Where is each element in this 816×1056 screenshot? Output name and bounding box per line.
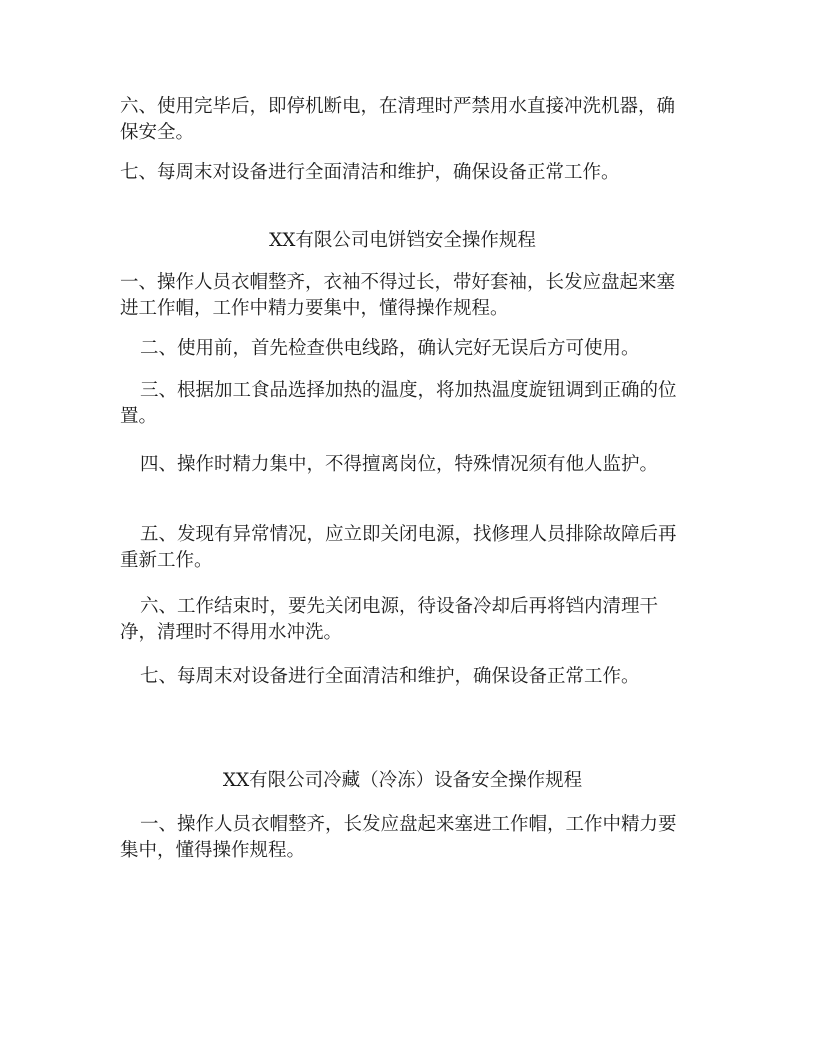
paragraph-s2-5: 五、发现有异常情况，应立即关闭电源，找修理人员排除故障后再重新工作。 <box>120 524 677 571</box>
paragraph-s1-6: 六、使用完毕后，即停机断电，在清理时严禁用水直接冲洗机器，确保安全。 <box>120 96 676 143</box>
paragraph-s2-7: 七、每周末对设备进行全面清洁和维护，确保设备正常工作。 <box>140 666 640 687</box>
paragraph-s3-1: 一、操作人员衣帽整齐，长发应盘起来塞进工作帽，工作中精力要集中，懂得操作规程。 <box>120 814 677 861</box>
section-title-griddle: XX有限公司电饼铛安全操作规程 <box>269 230 536 251</box>
paragraph-s1-7: 七、每周末对设备进行全面清洁和维护，确保设备正常工作。 <box>120 162 620 183</box>
section-title-refrigeration: XX有限公司冷藏（冷冻）设备安全操作规程 <box>222 770 583 791</box>
paragraph-s2-4: 四、操作时精力集中，不得擅离岗位，特殊情况须有他人监护。 <box>140 454 659 475</box>
paragraph-s2-1: 一、操作人员衣帽整齐，衣袖不得过长，带好套袖，长发应盘起来塞进工作帽，工作中精力要集中，懂得操作规程。 <box>120 272 676 319</box>
paragraph-s2-2: 二、使用前，首先检查供电线路，确认完好无误后方可使用。 <box>140 338 640 359</box>
paragraph-s2-3: 三、根据加工食品选择加热的温度，将加热温度旋钮调到正确的位置。 <box>120 380 677 427</box>
paragraph-s2-6: 六、工作结束时，要先关闭电源，待设备冷却后再将铛内清理干净，清理时不得用水冲洗。 <box>120 596 659 643</box>
